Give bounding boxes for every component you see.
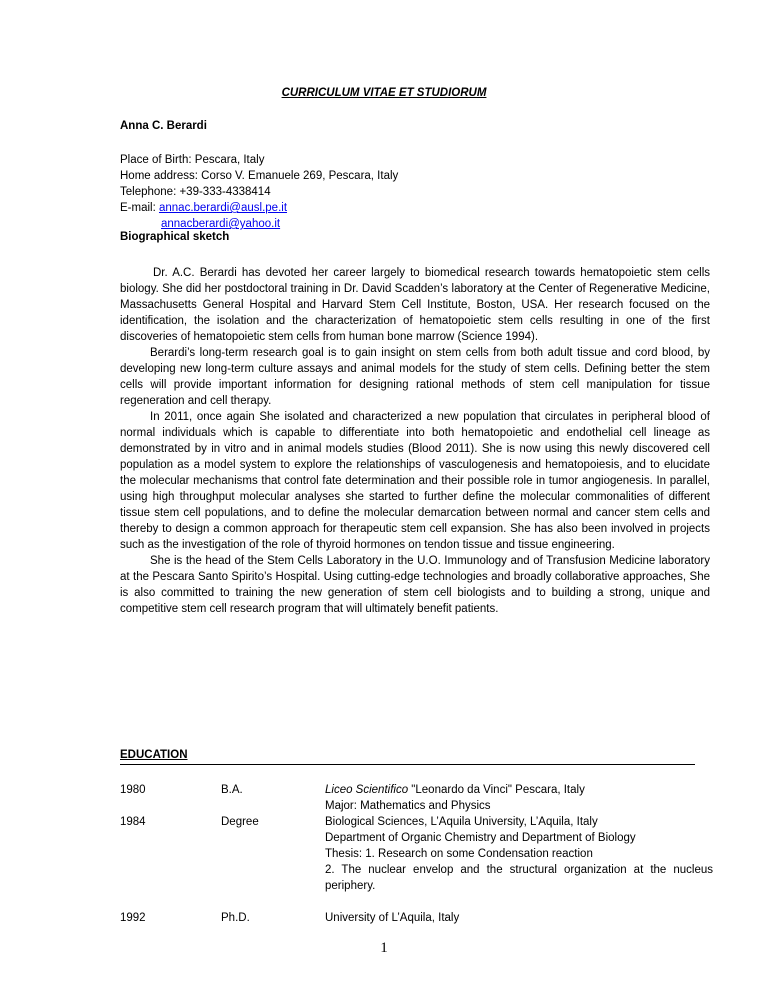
person-name: Anna C. Berardi <box>120 120 207 132</box>
bio-paragraph: She is the head of the Stem Cells Laboratory in the U.O. Immunology and of Transfusion Medicine laboratory at the Pescara Santo Spirito’s Hospital. Using cutting-edge technologies and broadly collaborative approaches, She is also committed to training the new generation of stem cell biologists and to building a strong, unique and competitive stem cell research program that will ultimately benefit patients. <box>120 555 710 615</box>
telephone: Telephone: +39-333-4338414 <box>120 186 271 198</box>
place-of-birth: Place of Birth: Pescara, Italy <box>120 154 265 166</box>
school-name: "Leonardo da Vinci" Pescara, Italy <box>408 784 585 796</box>
page-number: 1 <box>380 940 388 956</box>
email-link-secondary[interactable]: annacberardi@yahoo.it <box>161 218 281 230</box>
bio-paragraph: Berardi’s long-term research goal is to gain insight on stem cells from both adult tissue and cord blood, by developing new long-term culture assays and animal models for the study of stem cells. Defining better the stem cells will provide important information for designing rational methods of stem cell manipulation for tissue regeneration and cell therapy. <box>120 347 710 407</box>
education-degree: Ph.D. <box>221 912 250 924</box>
contact-block <box>120 152 398 232</box>
email-link-primary[interactable]: annac.berardi@ausl.pe.it <box>158 202 288 214</box>
education-divider <box>120 764 695 765</box>
email-label: E-mail: <box>120 202 156 214</box>
education-heading: EDUCATION <box>120 749 188 761</box>
bio-paragraph: Dr. A.C. Berardi has devoted her career largely to biomedical research towards hematopoietic stem cells biology. She did her postdoctoral training in Dr. David Scadden’s laboratory at the Center of Regenerative Medicine, Massachusetts General Hospital and Harvard Stem Cell Institute, Boston, USA. Her research focused on the identification, the isolation and the characterization of hematopoietic stem cells resulting in one of the first discoveries of hematopoietic stem cells from human bone marrow (Science 1994). <box>120 267 710 343</box>
biography-text <box>120 265 710 617</box>
education-year: 1984 <box>120 816 146 828</box>
education-description <box>325 782 713 814</box>
education-degree: B.A. <box>221 784 243 796</box>
education-line <box>325 782 713 798</box>
document-title: CURRICULUM VITAE ET STUDIORUM <box>281 87 487 99</box>
home-address: Home address: Corso V. Emanuele 269, Pescara, Italy <box>120 170 399 182</box>
education-description <box>325 814 713 894</box>
education-line: Department of Organic Chemistry and Department of Biology <box>325 832 636 844</box>
education-year: 1992 <box>120 912 146 924</box>
biography-heading: Biographical sketch <box>120 231 230 243</box>
bio-paragraph: In 2011, once again She isolated and characterized a new population that circulates in peripheral blood of normal individuals which is capable to differentiate into both hematopoietic and endothelial cell lineage as demonstrated by in vitro and in animal models studies (Blood 2011). She is now using this newly discovered cell population as a model system to explore the relationships of vasculogenesis and hematopoiesis, and to elucidate the molecular mechanisms that control fate determination and their possible role in tumor angiogenesis. In parallel, using high throughput molecular analyses she started to further define the molecular commonalities of different tissue stem cell populations, and to define the molecular demarcation between normal and cancer stem cells and thereby to design a common approach for therapeutic stem cell expansion. She has also been involved in projects such as the investigation of the role of thyroid hormones on tendon tissue and tissue engineering. <box>120 411 710 551</box>
school-type: Liceo Scientifico <box>325 784 409 796</box>
education-degree: Degree <box>221 816 259 828</box>
education-year: 1980 <box>120 784 146 796</box>
education-line: Thesis: 1. Research on some Condensation reaction <box>325 848 593 860</box>
education-line: Major: Mathematics and Physics <box>325 800 491 812</box>
email-line-secondary <box>120 216 398 232</box>
education-line: 2. The nuclear envelop and the structural organization at the nucleus periphery. <box>325 864 713 892</box>
education-line: University of L’Aquila, Italy <box>325 912 460 924</box>
education-description <box>325 910 713 926</box>
education-line: Biological Sciences, L’Aquila University, L’Aquila, Italy <box>325 816 598 828</box>
email-line <box>120 200 398 216</box>
